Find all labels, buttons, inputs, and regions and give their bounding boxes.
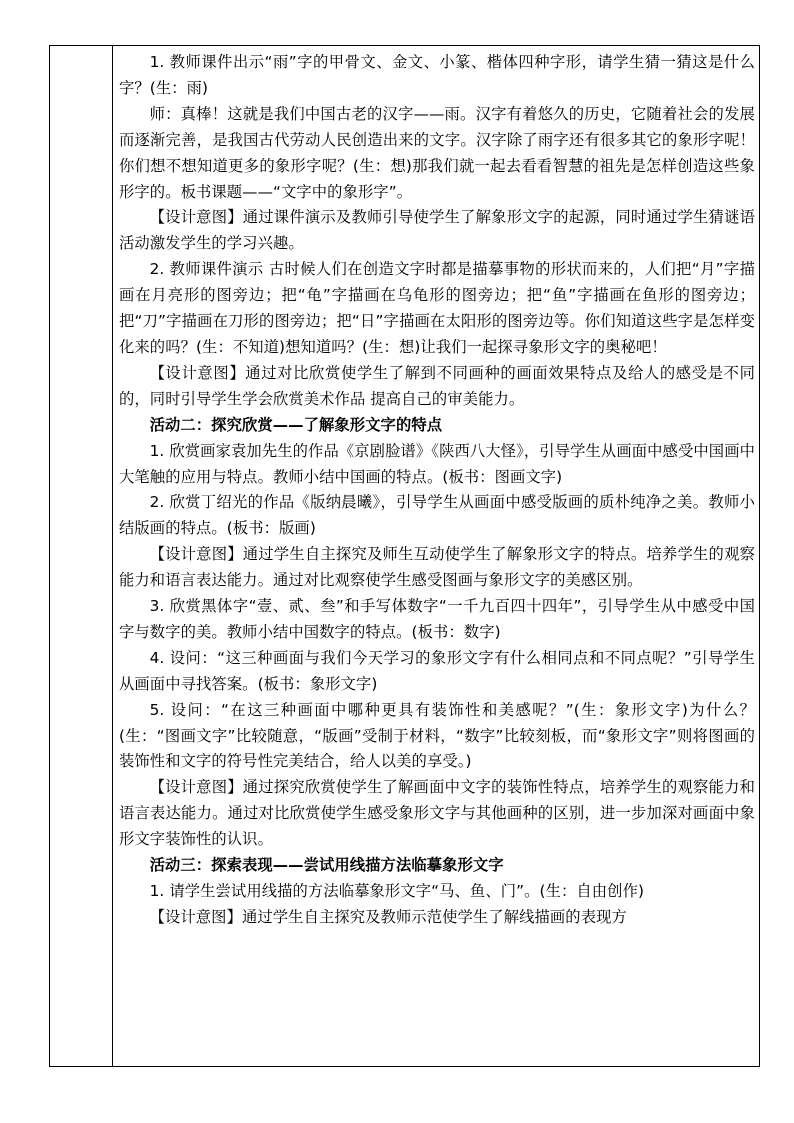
paragraph: 【设计意图】通过学生自主探究及教师示范使学生了解线描画的表现方 bbox=[149, 907, 627, 926]
section-heading: 活动三：探索表现——尝试用线描方法临摹象形文字 bbox=[149, 856, 504, 875]
table-left-border bbox=[49, 45, 50, 1067]
paragraph: 【设计意图】通过探究欣赏使学生了解画面中文字的装饰性特点，培养学生的观察能力和语言表达能力。通过对比欣赏使学生感受象形文字与其他画种的区别，进一步加深对画面中象形文字装饰性的认识。 bbox=[119, 778, 755, 849]
paragraph: 3. 欣赏黑体字“壹、贰、叁”和手写体数字“一千九百四十四年”，引导学生从中感受中国字与数字的美。教师小结中国数字的特点。(板书：数字) bbox=[119, 597, 755, 641]
paragraph: 师：真棒！这就是我们中国古老的汉字——雨。汉字有着悠久的历史，它随着社会的发展而逐渐完善，是我国古代劳动人民创造出来的文字。汉字除了雨字还有很多其它的象形字呢！你们想不想知道更多的象形字呢？(生：想)那我们就一起去看看智慧的祖先是怎样创造这些象形字的。板书课题——“文字中的象形字”。 bbox=[119, 104, 755, 201]
paragraph: 【设计意图】通过对比欣赏使学生了解到不同画种的画面效果特点及给人的感受是不同的，同时引导学生学会欣赏美术作品 提高自己的审美能力。 bbox=[119, 363, 755, 408]
table-column-divider bbox=[112, 45, 113, 1067]
section-heading: 活动二：探究欣赏——了解象形文字的特点 bbox=[149, 415, 443, 434]
paragraph: 1. 教师课件出示“雨”字的甲骨文、金文、小篆、楷体四种字形，请学生猜一猜这是什么字？(生：雨) bbox=[119, 53, 755, 97]
paragraph: 【设计意图】通过课件演示及教师引导使学生了解象形文字的起源，同时通过学生猜谜语活动激发学生的学习兴趣。 bbox=[119, 208, 755, 253]
paragraph: 1. 欣赏画家袁加先生的作品《京剧脸谱》《陕西八大怪》，引导学生从画面中感受中国画中大笔触的应用与特点。教师小结中国画的特点。(板书：图画文字) bbox=[119, 441, 755, 486]
table-bottom-border bbox=[49, 1066, 760, 1067]
paragraph: 1. 请学生尝试用线描的方法临摹象形文字“马、鱼、门”。(生：自由创作) bbox=[149, 882, 645, 900]
paragraph: 5. 设问：“在这三种画面中哪种更具有装饰性和美感呢？”(生：象形文字)为什么？(生：“图画文字”比较随意，“版画”受制于材料，“数字”比较刻板，而“象形文字”则将图画的装饰性和文字的符号性完美结合，给人以美的享受。) bbox=[119, 700, 755, 771]
paragraph: 4. 设问：“这三种画面与我们今天学习的象形文字有什么相同点和不同点呢？”引导学生从画面中寻找答案。(板书：象形文字) bbox=[119, 648, 755, 693]
table-right-border bbox=[759, 45, 760, 1067]
table-content-cell bbox=[119, 50, 755, 931]
lesson-plan-table bbox=[49, 45, 760, 1067]
paragraph: 2. 欣赏丁绍光的作品《版纳晨曦》，引导学生从画面中感受版画的质朴纯净之美。教师小结版画的特点。(板书：版画) bbox=[119, 493, 755, 538]
table-top-border bbox=[49, 45, 760, 46]
paragraph: 2. 教师课件演示 古时候人们在创造文字时都是描摹事物的形状而来的，人们把“月”字描画在月亮形的图旁边；把“龟”字描画在乌龟形的图旁边；把“鱼”字描画在鱼形的图旁边；把“刀”字描画在刀形的图旁边；把“日”字描画在太阳形的图旁边等。你们知道这些字是怎样变化来的吗？(生：不知道)想知道吗？(生：想)让我们一起探寻象形文字的奥秘吧！ bbox=[119, 260, 755, 356]
paragraph: 【设计意图】通过学生自主探究及师生互动使学生了解象形文字的特点。培养学生的观察能力和语言表达能力。通过对比观察使学生感受图画与象形文字的美感区别。 bbox=[119, 545, 755, 590]
